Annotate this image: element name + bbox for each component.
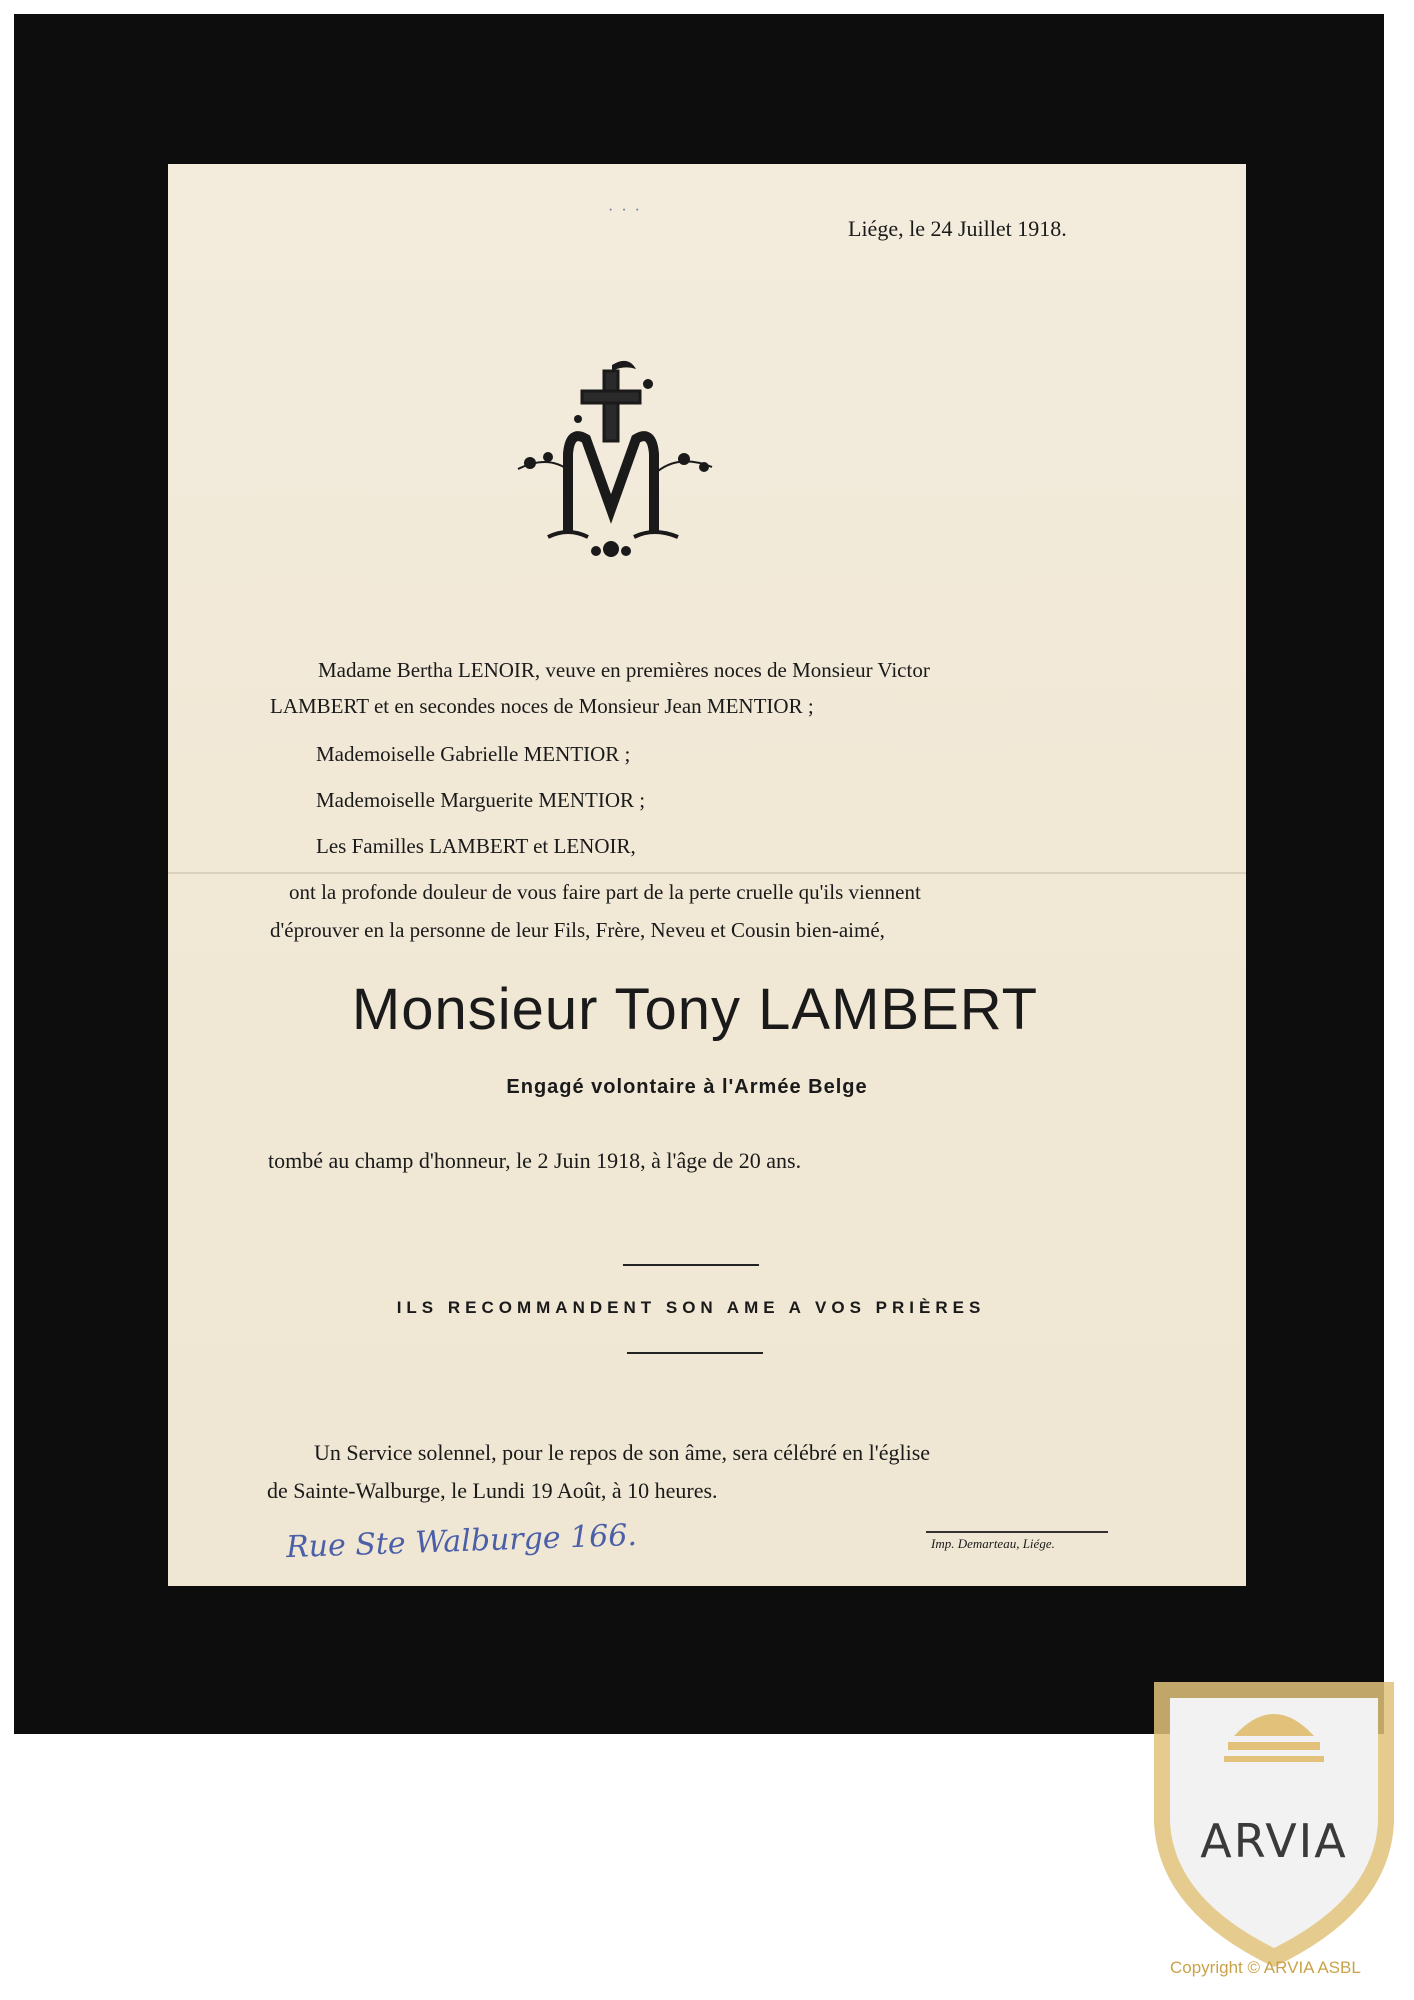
family-line-5: Les Familles LAMBERT et LENOIR, bbox=[316, 834, 636, 858]
printer-credit: Imp. Demarteau, Liége. bbox=[931, 1536, 1055, 1551]
deceased-subtitle: Engagé volontaire à l'Armée Belge bbox=[506, 1076, 868, 1098]
death-notice-card bbox=[168, 164, 1246, 1586]
family-line-1: Madame Bertha LENOIR, veuve en premières noces de Monsieur Victor bbox=[318, 658, 930, 682]
divider-bottom bbox=[627, 1352, 763, 1354]
faded-stamp-mark: · · · bbox=[608, 202, 642, 219]
handwritten-address: Rue Ste Walburge 166. bbox=[285, 1517, 638, 1566]
family-line-3: Mademoiselle Gabrielle MENTIOR ; bbox=[316, 742, 631, 766]
announcement-line-1: ont la profonde douleur de vous faire part de la perte cruelle qu'ils viennent bbox=[289, 880, 921, 904]
date-line: Liége, le 24 Juillet 1918. bbox=[848, 216, 1067, 241]
death-details: tombé au champ d'honneur, le 2 Juin 1918, à l'âge de 20 ans. bbox=[268, 1148, 802, 1173]
black-mourning-border bbox=[14, 14, 1384, 1734]
copyright-notice: Copyright © ARVIA ASBL bbox=[1170, 1958, 1361, 1977]
prayer-recommendation: ILS RECOMMANDENT SON AME A VOS PRIÈRES bbox=[396, 1298, 986, 1317]
cross-monogram-icon bbox=[508, 359, 718, 569]
service-line-1: Un Service solennel, pour le repos de son âme, sera célébré en l'église bbox=[314, 1440, 931, 1465]
paper-fold-line bbox=[168, 872, 1246, 874]
divider-top bbox=[623, 1264, 759, 1266]
family-line-4: Mademoiselle Marguerite MENTIOR ; bbox=[316, 788, 646, 812]
family-line-2: LAMBERT et en secondes noces de Monsieur Jean MENTIOR ; bbox=[270, 694, 814, 718]
service-line-2: de Sainte-Walburge, le Lundi 19 Août, à 10 heures. bbox=[267, 1478, 718, 1503]
arvia-logo-text: ARVIA bbox=[1200, 1814, 1348, 1868]
deceased-name: Monsieur Tony LAMBERT bbox=[351, 977, 1039, 1042]
printer-rule bbox=[926, 1531, 1108, 1533]
announcement-line-2: d'éprouver en la personne de leur Fils, Frère, Neveu et Cousin bien-aimé, bbox=[270, 918, 885, 942]
